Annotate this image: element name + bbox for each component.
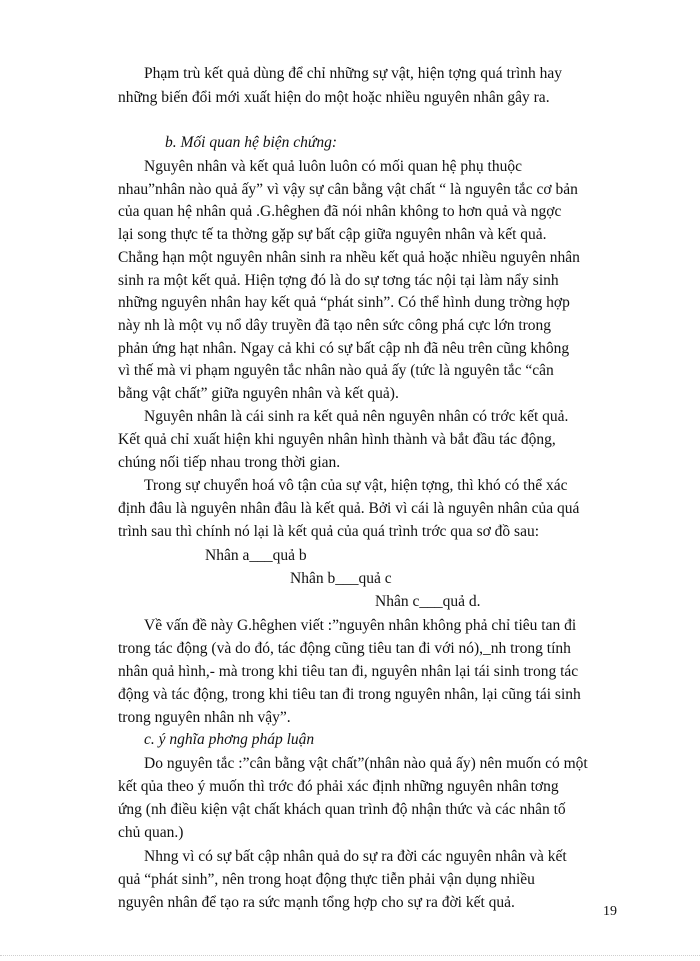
text-line: chúng nối tiếp nhau trong thời gian. [118,454,341,471]
text-line: phản ứng hạt nhân. Ngay cả khi có sự bất cập nh đã nêu trên cũng không [118,340,570,357]
text-line: kết qủa theo ý muốn thì trớc đó phải xác định những nguyên nhân tơng [118,778,559,795]
diagram-step: Nhân b___quả c [290,570,392,587]
text-line: bằng vật chất” giữa nguyên nhân và kết quả). [118,385,399,402]
text-line: Trong sự chuyển hoá vô tận của sự vật, hiện tợng, thì khó có thể xác [144,477,568,494]
text-line: chủ quan.) [118,824,184,841]
text-line: lại song thực tế ta thờng gặp sự bất cập giữa nguyên nhân và kết quả. [118,226,547,243]
text-line: Nhng vì có sự bất cập nhân quả do sự ra đời các nguyên nhân và kết [144,848,567,865]
page-bottom-divider [0,955,700,961]
diagram-step: Nhân a___quả b [205,547,307,564]
text-line: nguyên nhân để tạo ra sức mạnh tổng hợp cho sự ra đời kết quả. [118,894,515,911]
text-line: Về vấn đề này G.hêghen viết :”nguyên nhân không phả chỉ tiêu tan đi [144,617,577,634]
text-line: nhau”nhân nào quả ấy” vì vậy sự cân bằng vật chất “ là nguyên tắc cơ bản [118,181,578,198]
text-line: của quan hệ nhân quả .G.hêghen đã nói nhân không to hơn quả và ngợc [118,203,562,220]
text-line: trong tác động (và do đó, tác động cũng tiêu tan đi với nó),_nh trong tính [118,640,571,657]
text-line: động và tác động, trong khi tiêu tan đi trong nguyên nhân, lại cũng tái sinh [118,686,581,703]
section-heading-c: c. ý nghĩa phơng pháp luận [144,731,315,748]
text-line: những biến đổi mới xuất hiện do một hoặc nhiều nguyên nhân gây ra. [118,89,550,106]
text-line: Nguyên nhân và kết quả luôn luôn có mối quan hệ phụ thuộc [144,158,522,175]
text-line: quả “phát sinh”, nên trong hoạt động thực tiễn phải vận dụng nhiều [118,871,535,888]
page-number: 19 [603,904,617,919]
section-heading-b: b. Mối quan hệ biện chứng: [165,134,338,151]
text-line: này nh là một vụ nổ dây truyền đã tạo nên sức công phá cực lớn trong [118,317,552,334]
text-line: định đâu là nguyên nhân đâu là kết quả. Bởi vì cái là nguyên nhân của quá [118,500,580,517]
text-line: Kết quả chỉ xuất hiện khi nguyên nhân hình thành và bắt đầu tác động, [118,431,556,448]
diagram-step: Nhân c___quả d. [375,593,481,610]
text-line: Nguyên nhân là cái sinh ra kết quả nên nguyên nhân có trớc kết quả. [144,408,569,425]
text-line: những nguyên nhân hay kết quả “phát sinh”. Có thể hình dung trờng hợp [118,294,570,311]
text-line: Do nguyên tắc :”cân bằng vật chất”(nhân nào quả ấy) nên muốn có một [144,755,588,772]
text-line: trong nguyên nhân nh vậy”. [118,709,291,726]
text-line: sinh ra một kết quả. Hiện tợng đó là do sự tơng tác nội tại làm nẩy sinh [118,272,559,289]
text-line: ứng (nh điều kiện vật chất khách quan trình độ nhận thức và các nhân tố [118,801,566,818]
text-line: nhân quả hình,- mà trong khi tiêu tan đi, nguyên nhân lại tái sinh trong tác [118,663,579,680]
text-line: Phạm trù kết quả dùng để chỉ những sự vật, hiện tợng quá trình hay [144,65,563,82]
text-line: trình sau thì chính nó lại là kết quả của quá trình trớc qua sơ đồ sau: [118,523,540,540]
text-line: Chẳng hạn một nguyên nhân sinh ra nhều kết quả hoặc nhiều nguyên nhân [118,249,580,266]
text-line: vì thế mà vi phạm nguyên tắc nhân nào quả ấy (tức là nguyên tắc “cân [118,362,554,379]
